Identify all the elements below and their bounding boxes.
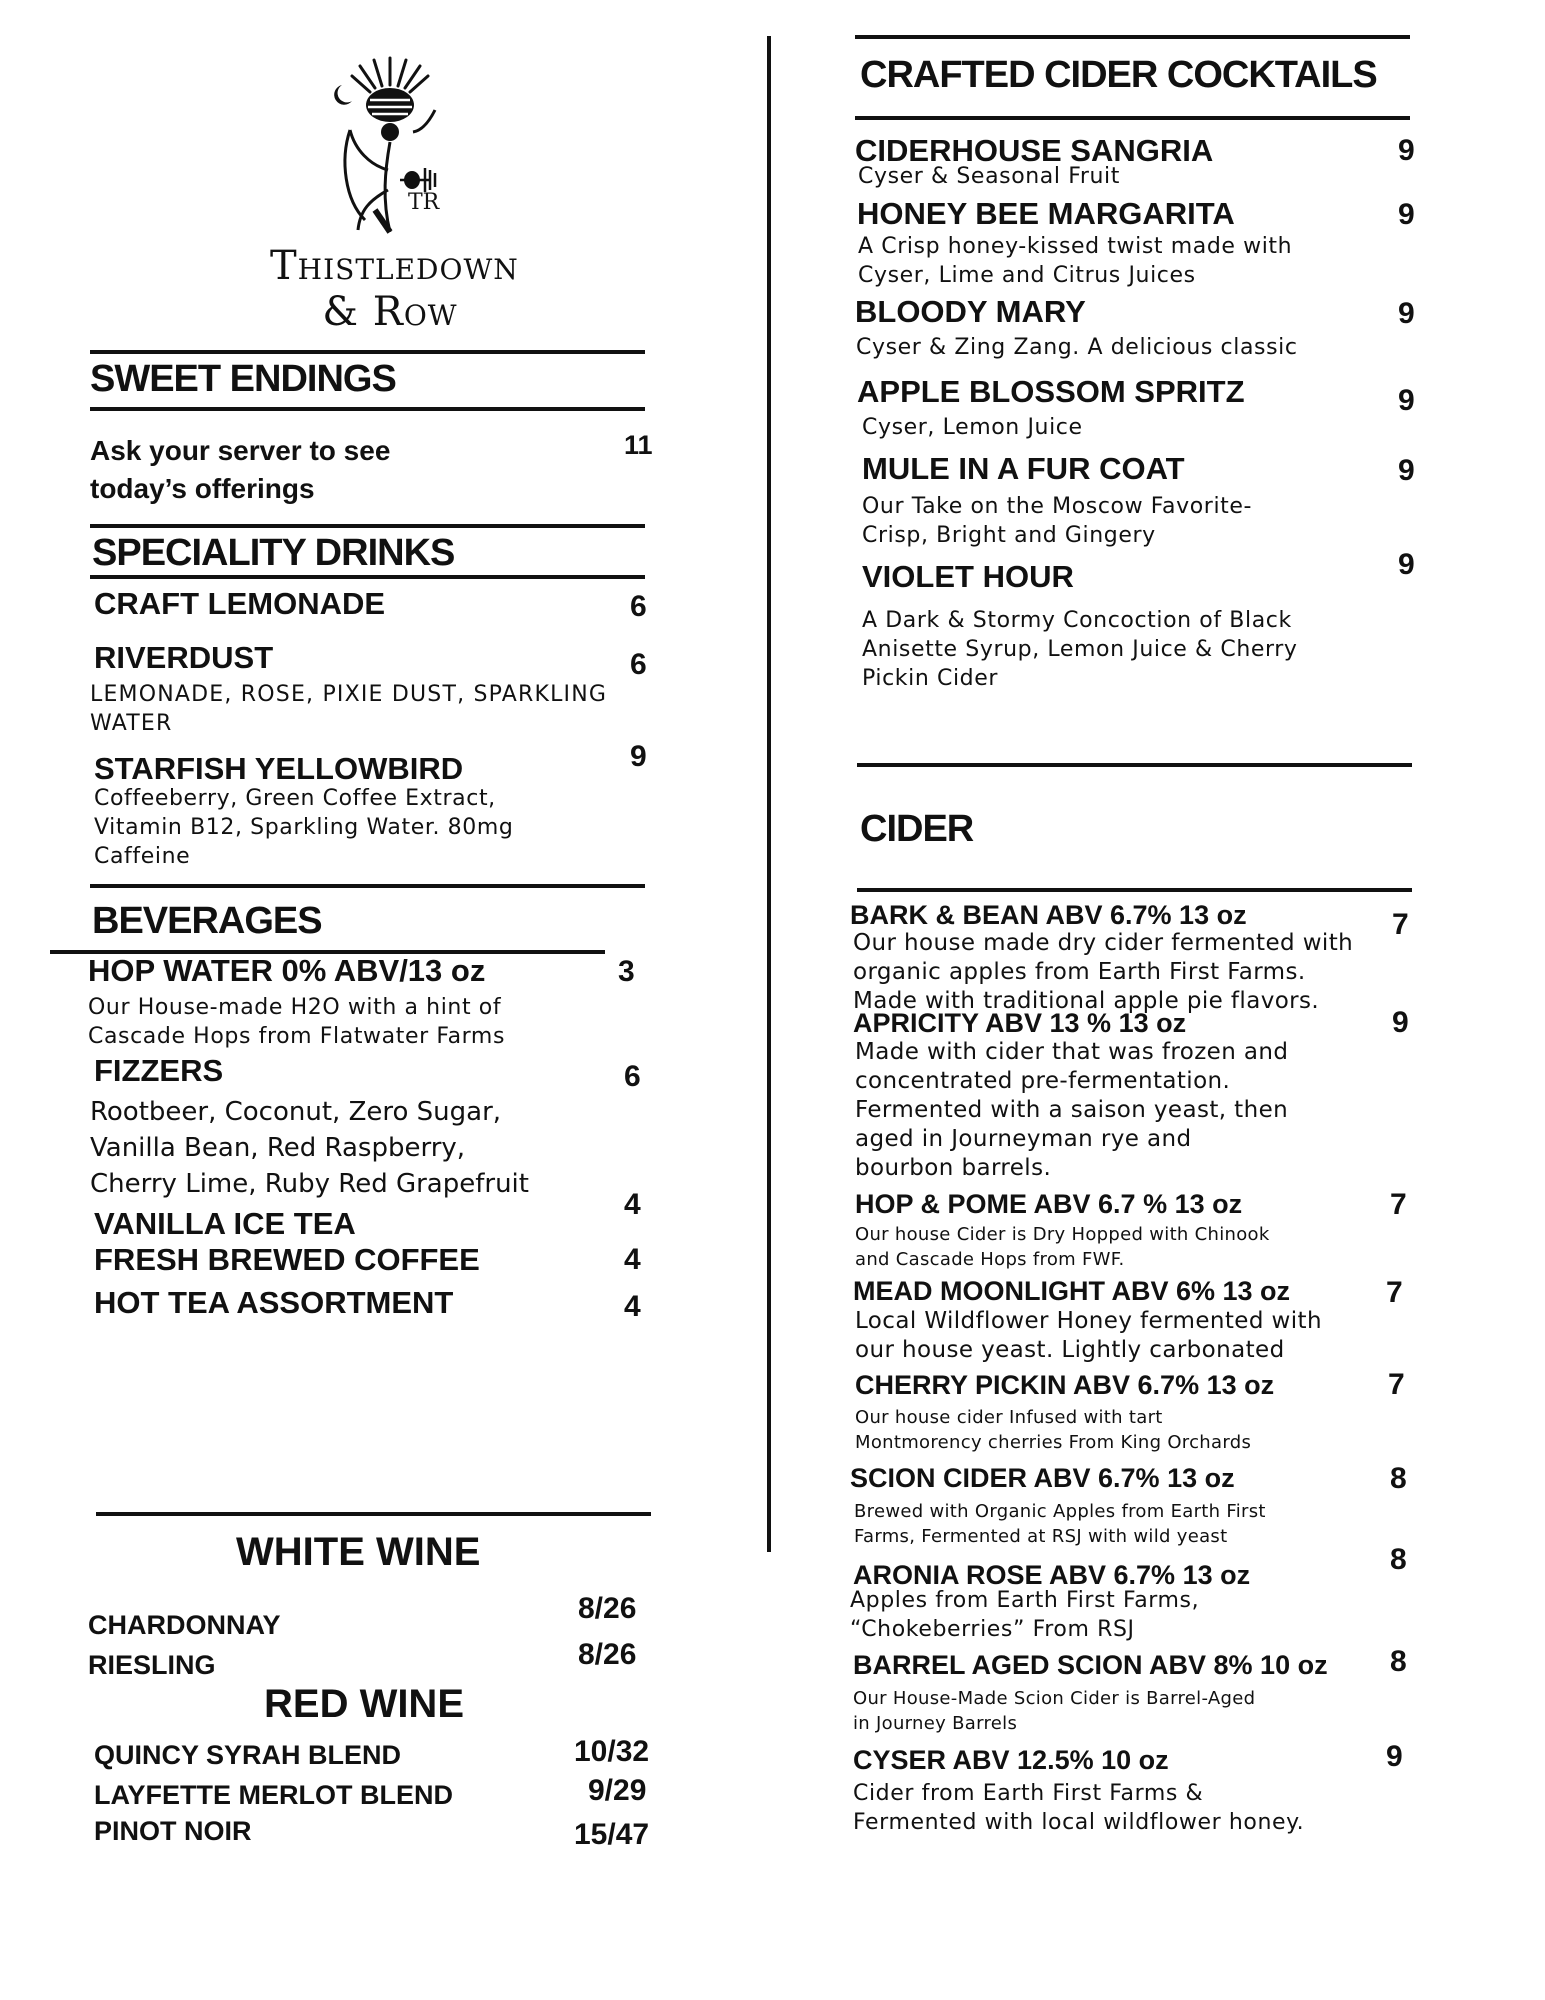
menu-item-description: A Crisp honey-kissed twist made with Cyser, Lime and Citrus Juices [858, 234, 1293, 288]
menu-item-price: 9 [630, 740, 647, 773]
menu-item-price: 9/29 [588, 1774, 647, 1807]
menu-item-name: BLOODY MARY [855, 294, 1086, 329]
menu-item-description: Our house cider Infused with tart Montmorency cherries From King Orchards [855, 1407, 1252, 1453]
menu-item-price: 8 [1390, 1462, 1407, 1495]
menu-item-name: LAYFETTE MERLOT BLEND [94, 1780, 454, 1810]
menu-item-name: PINOT NOIR [94, 1816, 252, 1846]
divider [90, 350, 645, 354]
section-title-cider: CIDER [860, 808, 974, 850]
menu-item-description: Local Wildflower Honey fermented with our house yeast. Lightly carbonated [855, 1308, 1322, 1363]
menu-item-name: VANILLA ICE TEA [94, 1206, 356, 1241]
menu-item-price: 8/26 [578, 1638, 637, 1671]
menu-item-name: ARONIA ROSE ABV 6.7% 13 oz [853, 1560, 1251, 1590]
menu-item-price: 9 [1398, 384, 1415, 417]
divider [857, 888, 1412, 892]
menu-item-name: HOT TEA ASSORTMENT [94, 1285, 454, 1320]
menu-item-description: Cyser, Lemon Juice [862, 415, 1083, 440]
menu-item-price: 4 [624, 1243, 641, 1276]
menu-item-name: CHERRY PICKIN ABV 6.7% 13 oz [855, 1370, 1275, 1400]
menu-item-price: 9 [1398, 198, 1415, 231]
menu-item-name: QUINCY SYRAH BLEND [94, 1740, 402, 1770]
menu-item-description: Apples from Earth First Farms, “Chokeberries” From RSJ [850, 1588, 1200, 1642]
brand-monogram: TR [408, 190, 440, 215]
menu-item-price: 9 [1398, 548, 1415, 581]
menu-item-price: 8 [1390, 1645, 1407, 1678]
menu-item-name: SCION CIDER ABV 6.7% 13 oz [850, 1463, 1235, 1493]
menu-item-name: CRAFT LEMONADE [94, 586, 386, 621]
section-title-speciality-drinks: SPECIALITY DRINKS [92, 532, 455, 574]
divider [90, 884, 645, 888]
menu-item-name: FIZZERS [94, 1053, 224, 1088]
menu-item-description: Our house made dry cider fermented with organic apples from Earth First Farms. Made with traditional apple pie flavors. [853, 930, 1354, 1014]
menu-item-description: Cider from Earth First Farms & Fermented with local wildflower honey. [853, 1781, 1305, 1835]
menu-item-price: 7 [1386, 1276, 1403, 1309]
menu-item-price: 9 [1398, 134, 1415, 167]
menu-item-name: RIESLING [88, 1650, 216, 1680]
menu-item-price: 7 [1392, 908, 1409, 941]
menu-item-description: Rootbeer, Coconut, Zero Sugar, Vanilla Bean, Red Raspberry, Cherry Lime, Ruby Red Grapefruit [90, 1097, 529, 1199]
menu-item-description: Our house Cider is Dry Hopped with Chinook and Cascade Hops from FWF. [855, 1224, 1270, 1270]
divider [90, 575, 645, 579]
menu-item-price: 9 [1398, 454, 1415, 487]
menu-item-name: CYSER ABV 12.5% 10 oz [853, 1745, 1169, 1775]
divider [96, 1512, 651, 1516]
section-title-red-wine: RED WINE [264, 1682, 464, 1726]
menu-item-price: 9 [1392, 1006, 1409, 1039]
sweet-endings-text: Ask your server to see today’s offerings [90, 435, 391, 504]
menu-item-price: 8/26 [578, 1592, 637, 1625]
menu-item-description: A Dark & Stormy Concoction of Black Anisette Syrup, Lemon Juice & Cherry Pickin Cider [862, 608, 1298, 691]
menu-item-price: 7 [1388, 1368, 1405, 1401]
divider [855, 116, 1410, 120]
menu-item-name: BARK & BEAN ABV 6.7% 13 oz [850, 900, 1247, 930]
menu-item-name: APPLE BLOSSOM SPRITZ [857, 374, 1245, 409]
menu-item-name: CHARDONNAY [88, 1610, 281, 1640]
menu-item-description: Brewed with Organic Apples from Earth First Farms, Fermented at RSJ with wild yeast [854, 1501, 1266, 1547]
sweet-endings-price: 11 [624, 430, 653, 460]
menu-item-price: 8 [1390, 1543, 1407, 1576]
menu-item-price: 6 [630, 648, 647, 681]
menu-item-name: MEAD MOONLIGHT ABV 6% 13 oz [853, 1276, 1291, 1306]
menu-item-price: 9 [1386, 1740, 1403, 1773]
menu-item-name: HOP WATER 0% ABV/13 oz [88, 953, 486, 988]
menu-item-price: 3 [618, 955, 635, 988]
column-divider [767, 36, 771, 1552]
menu-item-name: VIOLET HOUR [862, 559, 1074, 594]
menu-item-name: RIVERDUST [94, 640, 274, 675]
menu-item-name: CIDERHOUSE SANGRIA [855, 133, 1214, 168]
menu-item-name: HOP & POME ABV 6.7 % 13 oz [855, 1189, 1243, 1219]
divider [857, 763, 1412, 767]
menu-item-price: 6 [624, 1060, 641, 1093]
menu-item-description: Cyser & Seasonal Fruit [858, 164, 1120, 189]
divider [855, 35, 1410, 39]
divider [90, 524, 645, 528]
menu-item-description: Our House-Made Scion Cider is Barrel-Aged in Journey Barrels [853, 1688, 1256, 1734]
menu-item-description: LEMONADE, ROSE, PIXIE DUST, SPARKLING WATER [90, 682, 608, 736]
section-title-sweet-endings: SWEET ENDINGS [90, 358, 396, 400]
menu-item-price: 7 [1390, 1188, 1407, 1221]
menu-item-name: BARREL AGED SCION ABV 8% 10 oz [853, 1650, 1328, 1680]
menu-item-price: 15/47 [574, 1818, 650, 1851]
menu-item-price: 10/32 [574, 1735, 650, 1768]
menu-item-price: 9 [1398, 297, 1415, 330]
menu-item-name: HONEY BEE MARGARITA [857, 196, 1235, 231]
section-title-beverages: BEVERAGES [92, 900, 322, 942]
menu-item-name: MULE IN A FUR COAT [862, 451, 1185, 486]
menu-item-description: Our House-made H2O with a hint of Cascade Hops from Flatwater Farms [88, 995, 506, 1049]
brand-name-line1: Thistledown [270, 243, 519, 289]
menu-item-price: 6 [630, 590, 647, 623]
menu-item-name: APRICITY ABV 13 % 13 oz [853, 1008, 1187, 1038]
brand-name-line2: & Row [322, 289, 458, 335]
menu-item-description: Our Take on the Moscow Favorite- Crisp, Bright and Gingery [862, 494, 1253, 548]
menu-item-name: STARFISH YELLOWBIRD [94, 751, 464, 786]
menu-item-price: 4 [624, 1290, 641, 1323]
menu-item-price: 4 [624, 1188, 641, 1221]
menu-item-name: FRESH BREWED COFFEE [94, 1242, 480, 1277]
section-title-cocktails: CRAFTED CIDER COCKTAILS [860, 54, 1377, 96]
menu-item-description: Made with cider that was frozen and concentrated pre-fermentation. Fermented with a saison yeast, then aged in Journeyman rye and bourbon barrels. [855, 1039, 1289, 1181]
menu-item-description: Cyser & Zing Zang. A delicious classic [856, 335, 1298, 360]
divider [90, 407, 645, 411]
menu-item-description: Coffeeberry, Green Coffee Extract, Vitamin B12, Sparkling Water. 80mg Caffeine [94, 786, 514, 869]
section-title-white-wine: WHITE WINE [236, 1530, 481, 1574]
